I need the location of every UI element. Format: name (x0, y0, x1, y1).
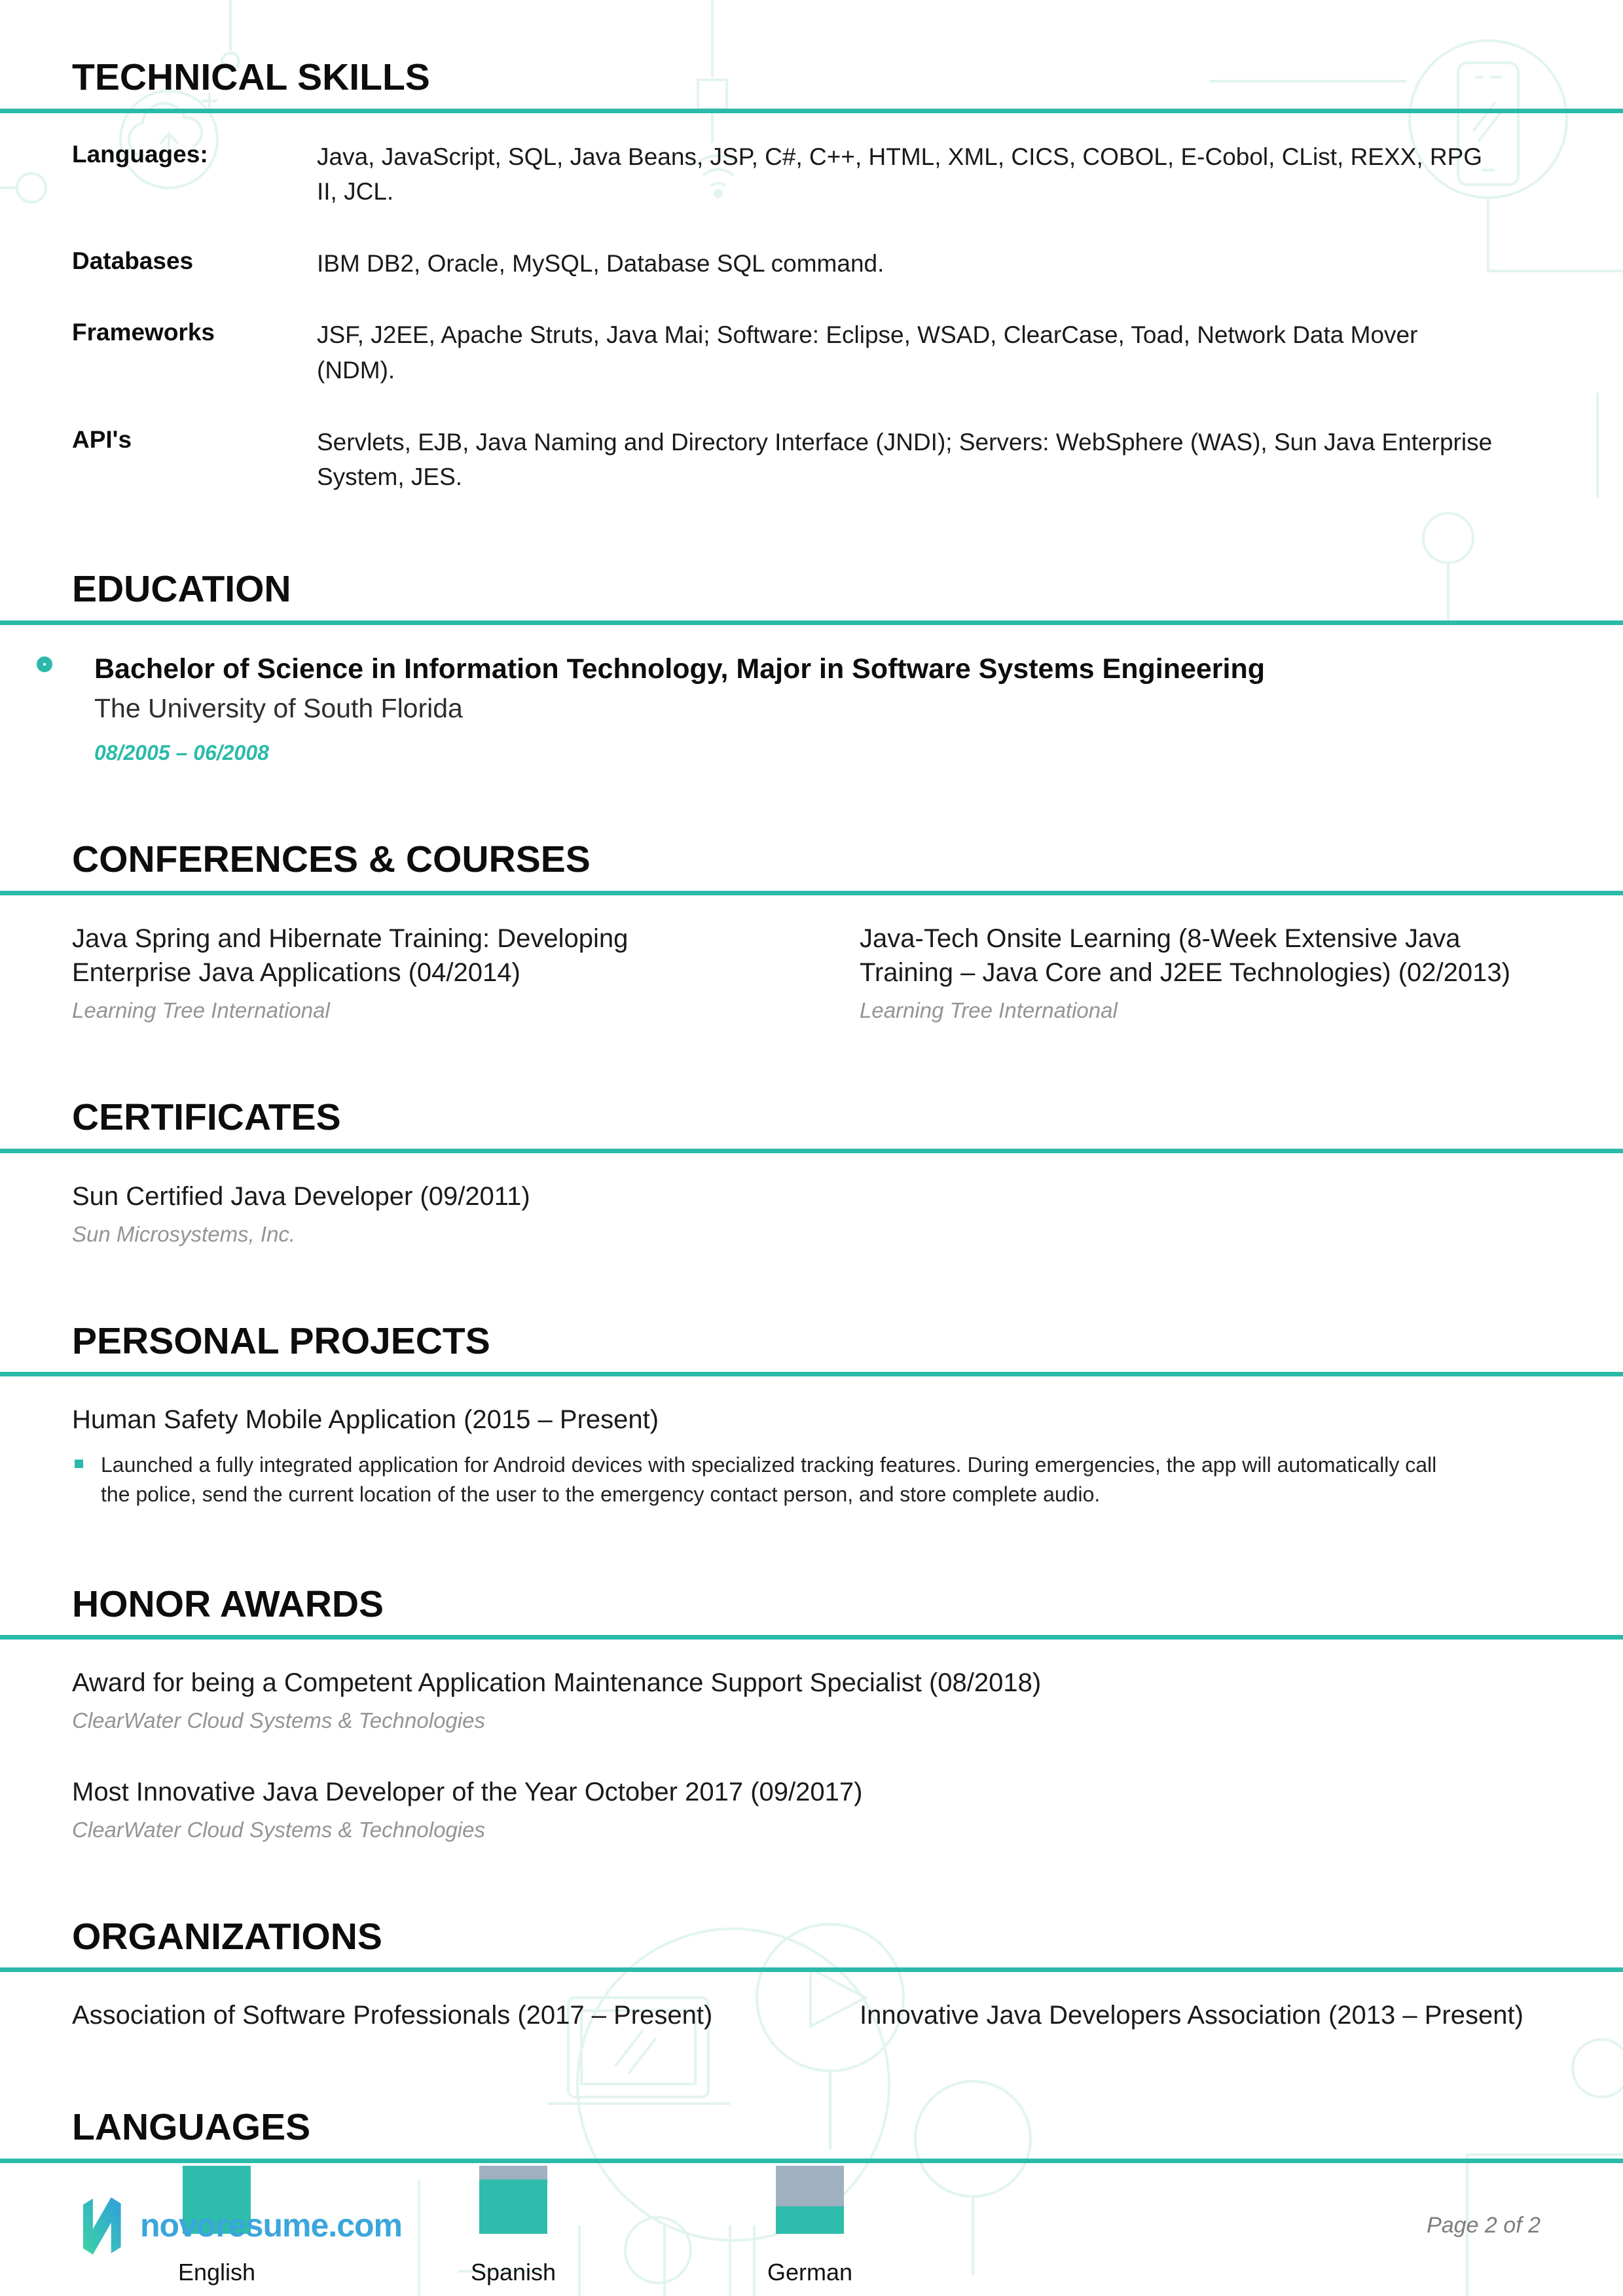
section-divider (0, 891, 1623, 895)
award-entry (72, 1775, 1551, 1842)
section-divider (0, 1967, 1623, 1972)
education-school: The University of South Florida (94, 692, 463, 723)
certificate-organizer: Sun Microsystems, Inc. (72, 1221, 296, 1246)
section-title-conferences: CONFERENCES & COURSES (72, 838, 591, 881)
education-entry (72, 651, 1551, 766)
conference-organizer: Learning Tree International (860, 998, 1118, 1023)
award-title: Award for being a Competent Application Maintenance Support Specialist (08/2018) (72, 1668, 1042, 1698)
project-bullet (72, 1450, 1467, 1510)
section-honor-awards (72, 1583, 1551, 1842)
education-degree: Bachelor of Science in Information Technology, Major in Software Systems Engineering (94, 653, 1266, 685)
project-title: Human Safety Mobile Application (2015 – Present) (72, 1405, 659, 1435)
conference-organizer: Learning Tree International (72, 998, 330, 1023)
conference-title: Java Spring and Hibernate Training: Developing Enterprise Java Applications (04/2014) (72, 924, 629, 988)
square-bullet-icon (75, 1460, 83, 1468)
section-education (72, 568, 1551, 765)
section-divider (0, 1635, 1623, 1640)
organization-entry: Association of Software Professionals (2017 – Present) (72, 2001, 713, 2030)
section-divider (0, 2159, 1623, 2163)
conference-title: Java-Tech Onsite Learning (8-Week Extensive Java Training – Java Core and J2EE Technologies) (02/2013) (860, 924, 1510, 988)
section-title-education: EDUCATION (72, 568, 291, 611)
skill-label: Databases (72, 247, 194, 274)
award-title: Most Innovative Java Developer of the Year October 2017 (09/2017) (72, 1778, 863, 1807)
skill-value: Java, JavaScript, SQL, Java Beans, JSP, C#, C++, HTML, XML, CICS, COBOL, E-Cobol, CList, REXX, RPG II, JCL. (317, 143, 1483, 206)
skill-row-frameworks (72, 317, 1551, 387)
section-title-honor-awards: HONOR AWARDS (72, 1583, 384, 1625)
conference-entry (860, 922, 1551, 1024)
timeline-circle-icon (37, 656, 52, 672)
section-title-organizations: ORGANIZATIONS (72, 1915, 382, 1958)
language-name: German (767, 2258, 853, 2286)
skill-value: JSF, J2EE, Apache Struts, Java Mai; Software: Eclipse, WSAD, ClearCase, Toad, Network Data Mover (NDM). (317, 321, 1418, 384)
section-divider (0, 1149, 1623, 1153)
language-name: Spanish (470, 2258, 556, 2286)
section-divider (0, 1372, 1623, 1376)
skill-row-apis (72, 425, 1551, 495)
certificate-title: Sun Certified Java Developer (09/2011) (72, 1181, 530, 1211)
section-personal-projects (72, 1320, 1551, 1510)
skill-value: Servlets, EJB, Java Naming and Directory Interface (JNDI); Servers: WebSphere (WAS), Sun Java Enterprise System, JES. (317, 428, 1493, 491)
section-title-technical-skills: TECHNICAL SKILLS (72, 56, 430, 98)
section-title-certificates: CERTIFICATES (72, 1096, 341, 1139)
section-certificates (72, 1096, 1551, 1246)
award-organizer: ClearWater Cloud Systems & Technologies (72, 1817, 485, 1842)
page-number-label: Page 2 of 2 (1427, 2212, 1541, 2238)
skill-label: Frameworks (72, 319, 215, 346)
award-entry (72, 1666, 1551, 1733)
skill-row-databases (72, 246, 1551, 281)
skill-value: IBM DB2, Oracle, MySQL, Database SQL command. (317, 249, 884, 277)
certificate-entry (72, 1179, 1551, 1247)
skill-label: Languages: (72, 140, 208, 168)
organization-entry: Innovative Java Developers Association (2013 – Present) (860, 2001, 1523, 2030)
section-technical-skills (72, 56, 1551, 495)
education-dates: 08/2005 – 06/2008 (94, 741, 269, 765)
project-bullet-text: Launched a fully integrated application for Android devices with specialized tracking features. During emergencies, the app will automatically call the police, send the current location of the user to the emergency contact person, and store complete audio. (101, 1452, 1437, 1507)
brand-text: novoresume.com (140, 2207, 403, 2244)
section-divider (0, 109, 1623, 113)
page-footer (72, 2191, 1541, 2259)
section-organizations (72, 1916, 1551, 2033)
skill-row-languages (72, 139, 1551, 209)
award-organizer: ClearWater Cloud Systems & Technologies (72, 1708, 485, 1733)
conference-entry (72, 922, 860, 1024)
skill-label: API's (72, 425, 132, 453)
project-entry (72, 1403, 1551, 1510)
section-conferences (72, 838, 1551, 1023)
section-title-personal-projects: PERSONAL PROJECTS (72, 1319, 490, 1362)
novoresume-n-logo (72, 2191, 128, 2259)
novoresume-brand (72, 2191, 402, 2259)
language-name: English (177, 2258, 256, 2286)
section-divider (0, 620, 1623, 625)
section-title-languages: LANGUAGES (72, 2106, 311, 2149)
